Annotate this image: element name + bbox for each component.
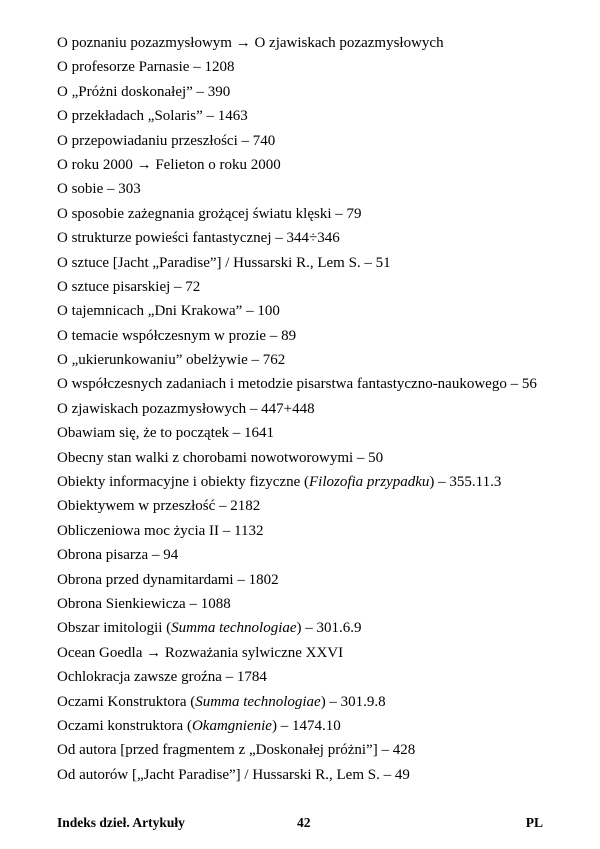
index-entry: O profesorze Parnasie – 1208 (57, 59, 235, 76)
index-entry: Obrona Sienkiewicza – 1088 (57, 595, 231, 612)
index-entry: Obawiam się, że to początek – 1641 (57, 425, 275, 442)
entry-source-title: Summa technologiae (195, 693, 321, 710)
index-entry: O sztuce pisarskiej – 72 (57, 278, 201, 295)
index-entry: O przekładach „Solaris” – 1463 (57, 108, 248, 125)
index-entry: O współczesnych zadaniach i metodzie pisarstwa fantastyczno-naukowego – 56 (57, 376, 537, 393)
index-entry (57, 717, 557, 735)
entry-title: Oczami Konstruktora ( (57, 693, 196, 710)
index-entry (57, 619, 557, 637)
index-entry-list (57, 34, 557, 784)
index-entry: O roku 2000 → Felieton o roku 2000 (57, 156, 281, 173)
index-entry: O zjawiskach pozazmysłowych – 447+448 (57, 400, 315, 417)
index-entry: O temacie współczesnym w prozie – 89 (57, 327, 297, 344)
index-entry: O „Próżni doskonałej” – 390 (57, 83, 231, 100)
entry-source-title: Summa technologiae (171, 620, 297, 637)
index-entry (57, 693, 557, 711)
entry-source-title: Filozofia przypadku (309, 474, 430, 491)
index-entry: Obliczeniowa moc życia II – 1132 (57, 522, 264, 539)
entry-title: Oczami konstruktora ( (57, 717, 192, 734)
entry-title: Obszar imitologii ( (57, 620, 172, 637)
index-entry: Obrona przed dynamitardami – 1802 (57, 571, 279, 588)
entry-reference: ) – 355.11.3 (429, 474, 502, 491)
index-entry: Ocean Goedla → Rozważania sylwiczne XXVI (57, 644, 344, 661)
entry-title: Obiekty informacyjne i obiekty fizyczne ( (57, 474, 309, 491)
index-entry: O strukturze powieści fantastycznej – 344÷346 (57, 230, 340, 247)
index-entry: O „ukierunkowaniu” obelżywie – 762 (57, 352, 286, 369)
index-entry: O tajemnicach „Dni Krakowa” – 100 (57, 303, 280, 320)
entry-source-title: Okamgnienie (191, 717, 272, 734)
index-entry: Obecny stan walki z chorobami nowotworowymi – 50 (57, 449, 384, 466)
entry-reference: ) – 301.6.9 (296, 620, 362, 637)
index-entry: O sposobie zażegnania grożącej światu klęski – 79 (57, 205, 362, 222)
index-entry: O przepowiadaniu przeszłości – 740 (57, 132, 276, 149)
language-code: PL (525, 815, 543, 830)
entry-reference: ) – 301.9.8 (320, 693, 386, 710)
index-entry (57, 473, 557, 491)
index-entry: Od autora [przed fragmentem z „Doskonałej próżni”] – 428 (57, 742, 416, 759)
index-entry: Ochlokracja zawsze groźna – 1784 (57, 669, 267, 686)
index-entry: O poznaniu pozazmysłowym → O zjawiskach pozazmysłowych (57, 35, 444, 51)
entry-reference: ) – 1474.10 (271, 717, 341, 734)
index-entry: Od autorów [„Jacht Paradise”] / Hussarski R., Lem S. – 49 (57, 766, 410, 783)
footer-section-title: Indeks dzieł. Artykuły (57, 815, 185, 830)
index-entry: O sztuce [Jacht „Paradise”] / Hussarski R., Lem S. – 51 (57, 254, 391, 271)
page-footer (57, 815, 543, 835)
index-entry: Obrona pisarza – 94 (57, 547, 179, 564)
index-entry: Obiektywem w przeszłość – 2182 (57, 498, 261, 515)
index-entry: O sobie – 303 (57, 181, 141, 198)
page-number: 42 (297, 815, 311, 830)
